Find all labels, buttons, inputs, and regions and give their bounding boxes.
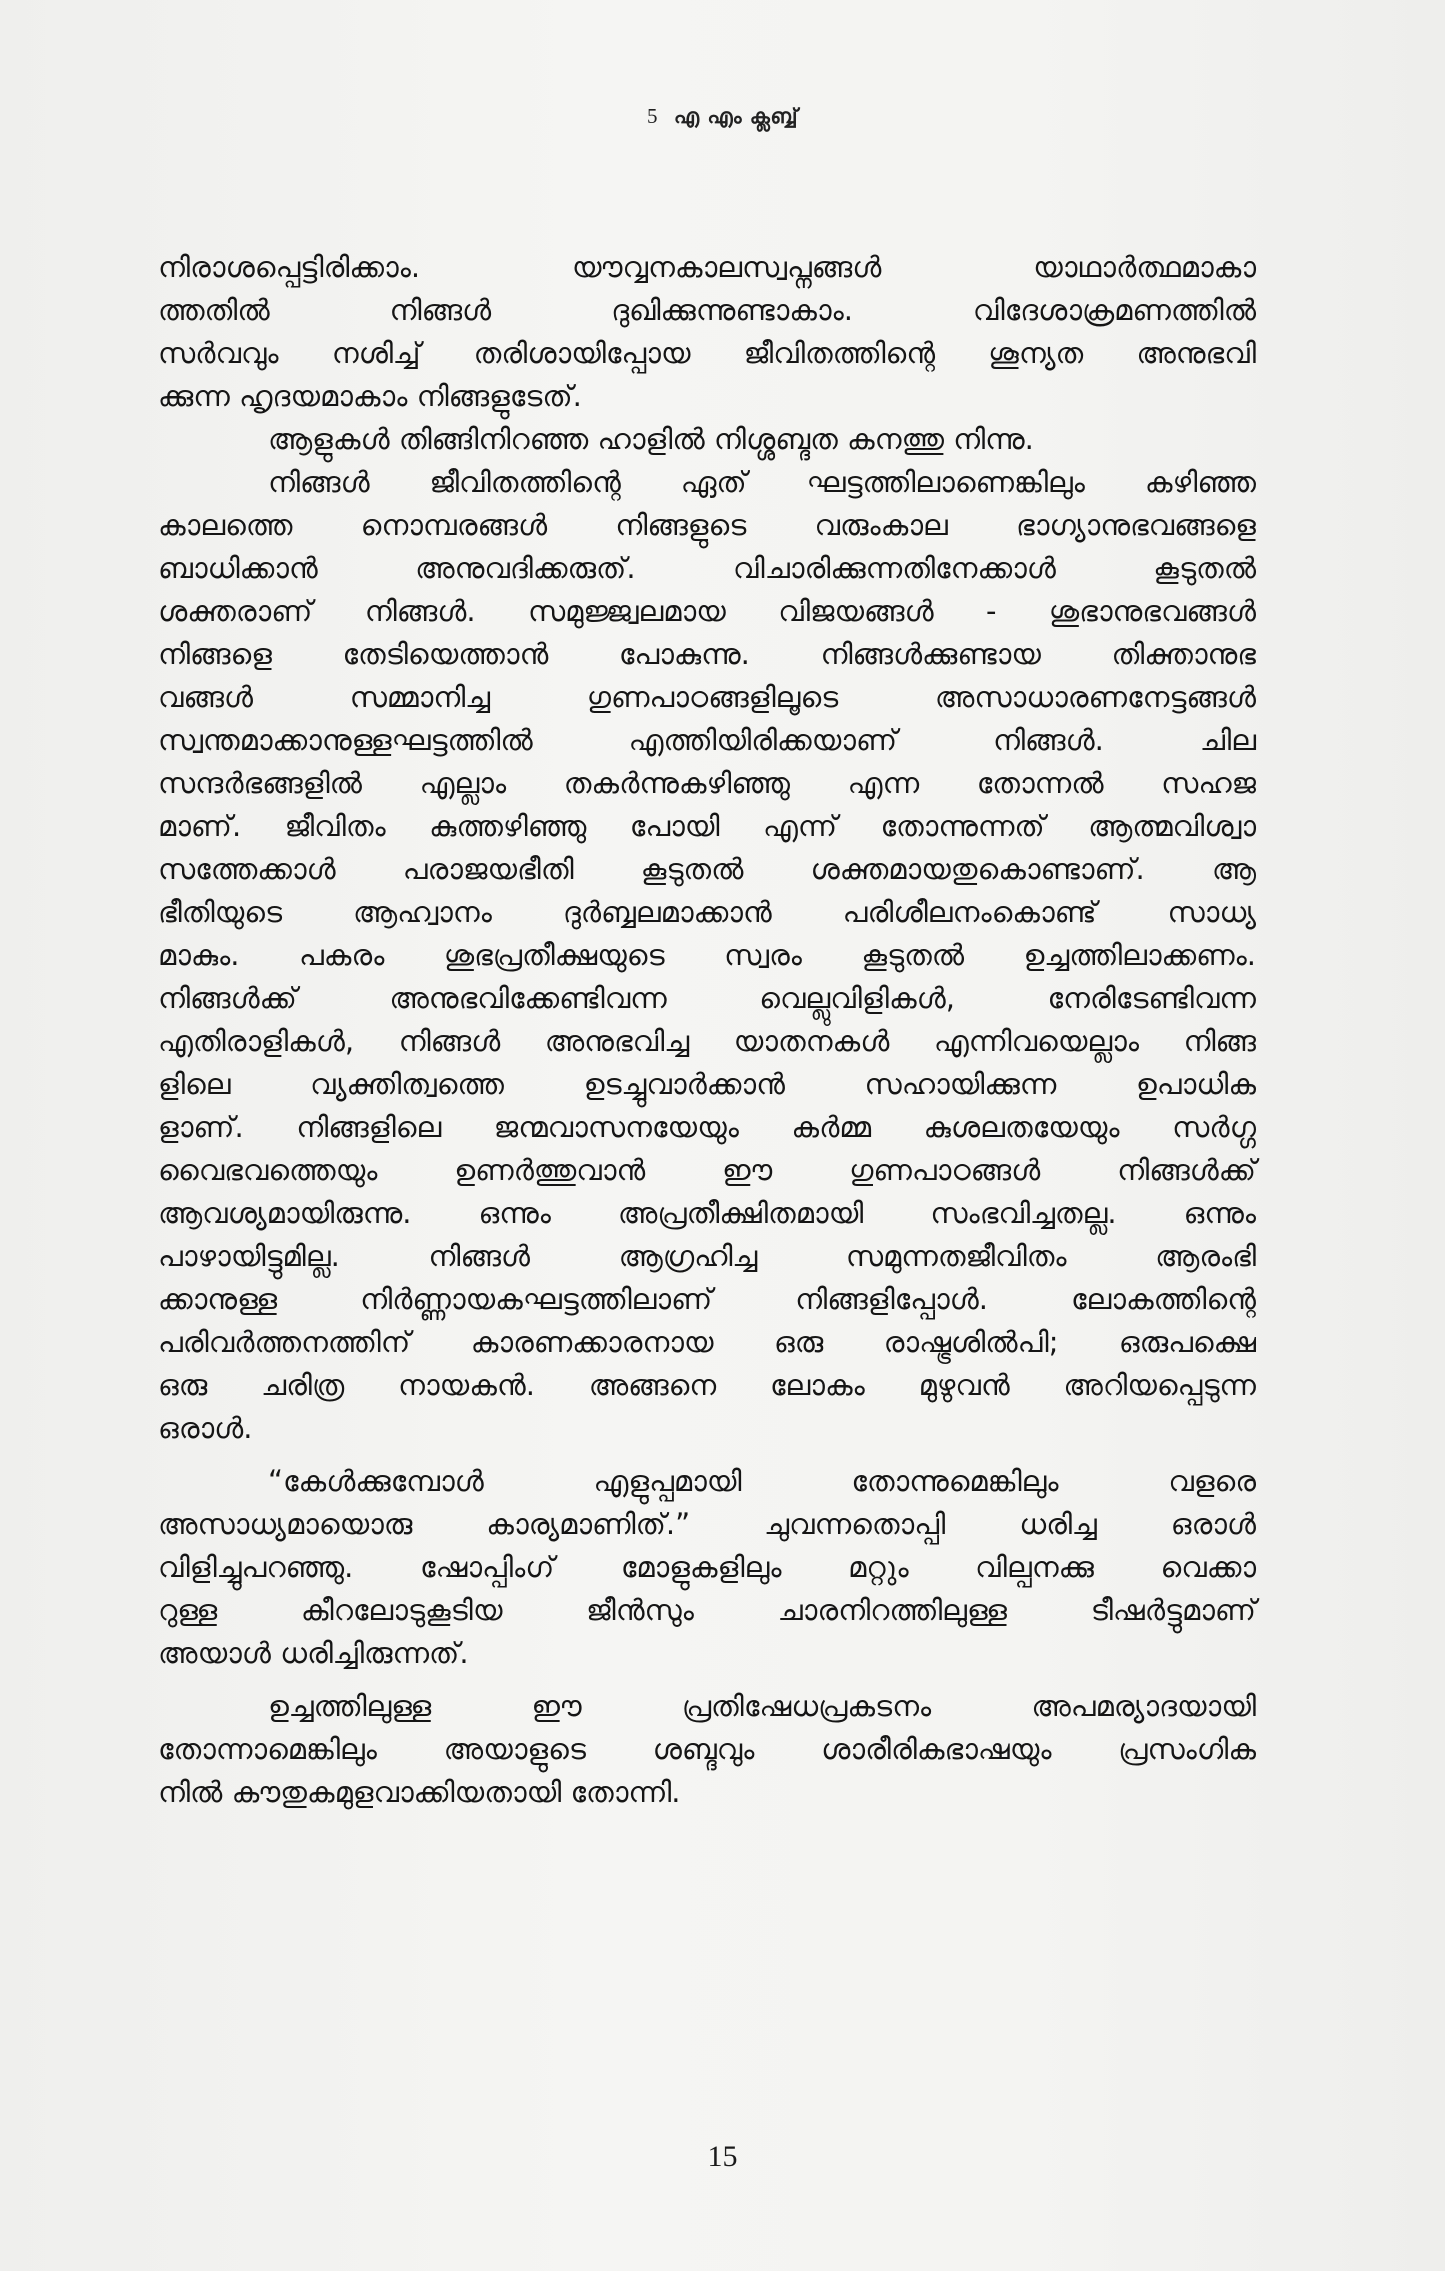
text-line: പരിവർത്തനത്തിന് കാരണക്കാരനായ ഒരു രാഷ്ട്രശിൽപി; ഒരുപക്ഷെ [158,1325,1256,1359]
text-line: മാകും. പകരം ശുഭപ്രതീക്ഷയുടെ സ്വരം കൂടുതൽ ഉച്ചത്തിലാക്കണം. [158,938,1256,972]
body-text [158,246,1256,1814]
text-line: നിങ്ങൾക്ക് അനുഭവിക്കേണ്ടിവന്ന വെല്ലുവിളികൾ, നേരിടേണ്ടിവന്ന [158,981,1256,1015]
running-header [0,104,1445,129]
text-line: ത്തതിൽ നിങ്ങൾ ദുഖിക്കുന്നുണ്ടാകാം. വിദേശാക്രമണത്തിൽ [158,293,1256,327]
text-line: വൈഭവത്തെയും ഉണർത്തുവാൻ ഈ ഗുണപാഠങ്ങൾ നിങ്ങൾക്ക് [158,1153,1256,1187]
paragraph [158,418,1256,461]
text-line: ഉച്ചത്തിലുള്ള ഈ പ്രതിഷേധപ്രകടനം അപമര്യാദയായി [268,1689,1256,1723]
text-line: വിളിച്ചുപറഞ്ഞു. ഷോപ്പിംഗ് മോളുകളിലും മറ്റും വില്പനക്കു വെക്കാ [158,1550,1256,1584]
text-line: നിൽ കൗതുകമുളവാക്കിയതായി തോന്നി. [158,1775,681,1809]
paragraph [158,461,1256,1450]
text-line: തോന്നാമെങ്കിലും അയാളുടെ ശബ്ദവും ശാരീരികഭാഷയും പ്രസംഗിക [158,1732,1256,1766]
text-line: ബാധിക്കാൻ അനുവദിക്കരുത്. വിചാരിക്കുന്നതിനേക്കാൾ കൂടുതൽ [158,551,1256,585]
text-line: സത്തേക്കാൾ പരാജയഭീതി കൂടുതൽ ശക്തമായതുകൊണ്ടാണ്. ആ [158,852,1256,886]
paragraph [158,246,1256,418]
text-line: ളിലെ വ്യക്തിത്വത്തെ ഉടച്ചുവാർക്കാൻ സഹായിക്കുന്ന ഉപാധിക [158,1067,1256,1101]
page-number: 15 [707,2140,738,2173]
text-line: എതിരാളികൾ, നിങ്ങൾ അനുഭവിച്ച യാതനകൾ എന്നിവയെല്ലാം നിങ്ങ [158,1024,1256,1058]
text-line: സ്വന്തമാക്കാനുള്ളഘട്ടത്തിൽ എത്തിയിരിക്കയാണ് നിങ്ങൾ. ചില [158,723,1256,757]
text-line: സന്ദർഭങ്ങളിൽ എല്ലാം തകർന്നുകഴിഞ്ഞു എന്ന തോന്നൽ സഹജ [158,766,1256,800]
text-line: വങ്ങൾ സമ്മാനിച്ച ഗുണപാഠങ്ങളിലൂടെ അസാധാരണനേട്ടങ്ങൾ [158,680,1256,714]
text-line: നിങ്ങളെ തേടിയെത്താൻ പോകുന്നു. നിങ്ങൾക്കുണ്ടായ തിക്താനുഭ [158,637,1256,671]
text-line: റുള്ള കീറലോടുകൂടിയ ജീൻസും ചാരനിറത്തിലുള്ള ടീഷർട്ടുമാണ് [158,1593,1256,1627]
text-line: കാലത്തെ നൊമ്പരങ്ങൾ നിങ്ങളുടെ വരുംകാല ഭാഗ്യാനുഭവങ്ങളെ [158,508,1256,542]
header-title: എ എം ക്ലബ്ബ് [673,104,798,128]
text-line: സർവവും നശിച്ച് തരിശായിപ്പോയ ജീവിതത്തിന്റെ ശൂന്യത അനുഭവി [158,336,1256,370]
text-line: അയാൾ ധരിച്ചിരുന്നത്. [158,1636,469,1670]
header-page-number: 5 [647,104,659,128]
text-line: ആളുകൾ തിങ്ങിനിറഞ്ഞ ഹാളിൽ നിശ്ശബ്ദത കനത്തു നിന്നു. [268,422,1034,456]
paragraph [158,1460,1256,1675]
text-line: ക്കുന്ന ഹൃദയമാകാം നിങ്ങളുടേത്. [158,379,582,413]
text-line: ളാണ്. നിങ്ങളിലെ ജന്മവാസനയേയും കർമ്മ കുശലതയേയും സർഗ്ഗ [158,1110,1256,1144]
text-line: അസാധ്യമായൊരു കാര്യമാണിത്.” ചുവന്നതൊപ്പി ധരിച്ച ഒരാൾ [158,1507,1256,1541]
text-line: ശക്തരാണ് നിങ്ങൾ. സമുജ്ജ്വലമായ വിജയങ്ങൾ - ശുഭാനുഭവങ്ങൾ [158,594,1256,628]
text-line: ഒരു ചരിത്ര നായകൻ. അങ്ങനെ ലോകം മുഴുവൻ അറിയപ്പെടുന്ന [158,1368,1256,1402]
text-line: നിരാശപ്പെട്ടിരിക്കാം. യൗവ്വനകാലസ്വപ്നങ്ങൾ യാഥാർത്ഥമാകാ [158,250,1256,284]
text-line: ക്കാനുള്ള നിർണ്ണായകഘട്ടത്തിലാണ് നിങ്ങളിപ്പോൾ. ലോകത്തിന്റെ [158,1282,1256,1316]
text-line: മാണ്. ജീവിതം കുത്തഴിഞ്ഞു പോയി എന്ന് തോന്നുന്നത് ആത്മവിശ്വാ [158,809,1256,843]
text-line: “കേൾക്കുമ്പോൾ എളുപ്പമായി തോന്നുമെങ്കിലും വളരെ [268,1464,1256,1498]
text-line: ഭീതിയുടെ ആഹ്വാനം ദുർബ്ബലമാക്കാൻ പരിശീലനംകൊണ്ട് സാധ്യ [158,895,1256,929]
text-line: പാഴായിട്ടുമില്ല. നിങ്ങൾ ആഗ്രഹിച്ച സമുന്നതജീവിതം ആരംഭി [158,1239,1256,1273]
text-line: ആവശ്യമായിരുന്നു. ഒന്നും അപ്രതീക്ഷിതമായി സംഭവിച്ചതല്ല. ഒന്നും [158,1196,1256,1230]
text-line: ഒരാൾ. [158,1411,253,1445]
text-line: നിങ്ങൾ ജീവിതത്തിന്റെ ഏത് ഘട്ടത്തിലാണെങ്കിലും കഴിഞ്ഞ [268,465,1256,499]
paragraph [158,1685,1256,1814]
